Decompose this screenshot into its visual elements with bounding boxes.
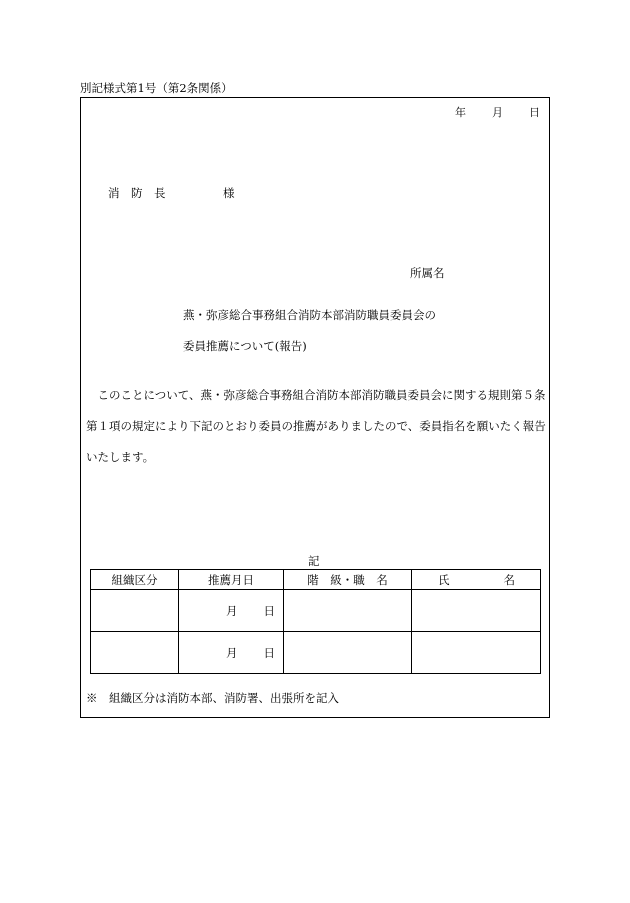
date-day-label: 日 (529, 106, 540, 119)
body-line-1: このことについて、燕・弥彦総合事務組合消防本部消防職員委員会に関する規則第５条 (86, 388, 546, 402)
header-org: 組織区分 (91, 570, 179, 590)
date-line (455, 104, 540, 120)
body-line-2: 第１項の規定により下記のとおり委員の推薦がありましたので、委員指名を願いたく報告 (86, 419, 546, 433)
cell-date[interactable] (179, 590, 284, 632)
recommendation-table (90, 569, 541, 674)
table-row (91, 632, 541, 674)
subject-line-1: 燕・弥彦総合事務組合消防本部消防職員委員会の (183, 308, 436, 322)
form-label: 別記様式第1号（第2条関係） (80, 81, 233, 95)
body-line-3: いたします。 (86, 450, 155, 464)
header-name-second: 名 (503, 572, 515, 587)
cell-rank[interactable] (284, 590, 412, 632)
footnote: ※ 組織区分は消防本部、消防署、出張所を記入 (86, 691, 339, 705)
cell-date[interactable] (179, 632, 284, 674)
cell-month-label: 月 (226, 603, 238, 618)
cell-rank[interactable] (284, 632, 412, 674)
affiliation-label: 所属名 (410, 266, 445, 280)
table-header-row (91, 570, 541, 590)
ki-label: 記 (308, 554, 320, 568)
cell-day-label: 日 (263, 603, 275, 618)
table-row (91, 590, 541, 632)
cell-org[interactable] (91, 590, 179, 632)
date-year-label: 年 (455, 106, 466, 119)
cell-name[interactable] (412, 632, 541, 674)
cell-day-label: 日 (263, 645, 275, 660)
header-name (412, 570, 541, 590)
cell-month-label: 月 (226, 645, 238, 660)
cell-name[interactable] (412, 590, 541, 632)
subject-line-2: 委員推薦について(報告) (183, 339, 307, 353)
header-name-first: 氏 (438, 572, 450, 587)
header-date: 推薦月日 (179, 570, 284, 590)
date-month-label: 月 (492, 106, 503, 119)
header-rank: 階 級・職 名 (284, 570, 412, 590)
cell-org[interactable] (91, 632, 179, 674)
addressee: 消 防 長 様 (108, 186, 235, 200)
